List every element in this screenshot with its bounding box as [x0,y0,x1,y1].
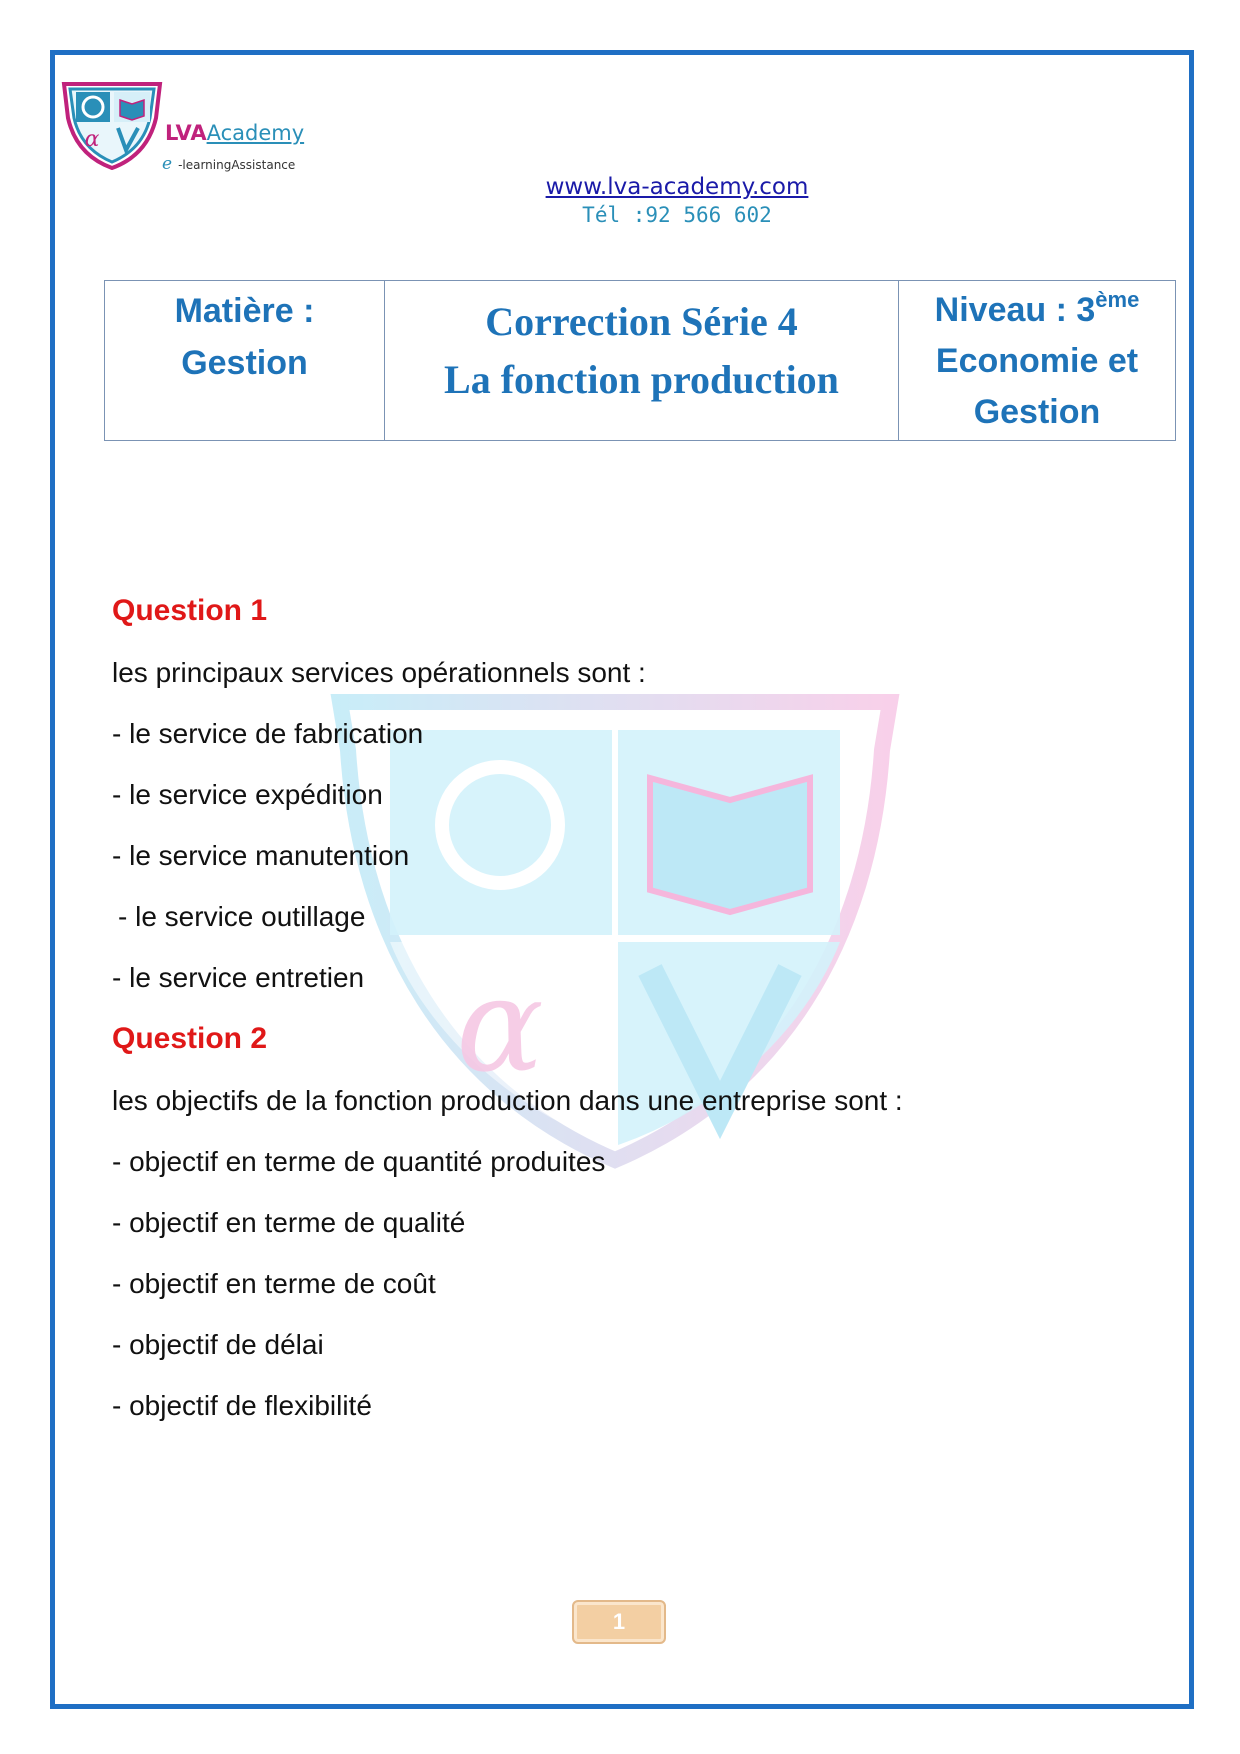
list-item: - le service entretien [112,962,365,993]
list-item: - objectif de flexibilité [112,1390,372,1421]
header-table [104,280,1176,441]
level-sup: ème [1095,287,1140,312]
question-intro: les objectifs de la fonction production dans une entreprise sont : [112,1085,903,1116]
phone-number: Tél :92 566 602 [582,203,772,227]
list-item: - le service manutention [112,840,410,871]
list-item: - le service outillage [118,901,366,932]
brand-tagline [162,154,295,174]
question-title: Question 1 [112,594,268,627]
document-title: Correction Série 4 [485,299,798,344]
tagline-text: -learningAssistance [178,158,296,172]
svg-text:α: α [456,949,544,1101]
question-intro: les principaux services opérationnels sont : [112,657,646,688]
page-number: 1 [572,1600,666,1644]
tagline-e: e [162,154,173,174]
svg-text:α: α [84,127,100,152]
question-section-2 [112,1008,1152,1436]
question-title: Question 2 [112,1022,268,1055]
question-section-1 [112,580,1152,1008]
list-item: - objectif en terme de quantité produites [112,1146,606,1177]
lva-academy-logo [58,78,166,170]
level-cell [899,281,1176,441]
list-item: - le service expédition [112,779,383,810]
subject-cell [105,281,385,441]
list-item: - objectif en terme de qualité [112,1207,466,1238]
list-item: - le service de fabrication [112,718,424,749]
title-cell [385,281,899,441]
subject-value: Gestion [181,344,308,382]
brand-lva: LVA [165,121,207,145]
website-link[interactable]: www.lva-academy.com [545,174,809,200]
subject-label: Matière : [174,292,315,330]
level-line3: Gestion [973,393,1101,431]
list-item: - objectif de délai [112,1329,324,1360]
level-label [899,285,1175,336]
list-item: - objectif en terme de coût [112,1268,436,1299]
brand-academy: Academy [206,121,305,145]
level-line2: Economie et [935,342,1139,380]
document-subtitle: La fonction production [444,357,839,402]
content-body [112,580,1152,1436]
level-text: Niveau : 3 [934,291,1096,329]
brand-name [165,121,304,145]
